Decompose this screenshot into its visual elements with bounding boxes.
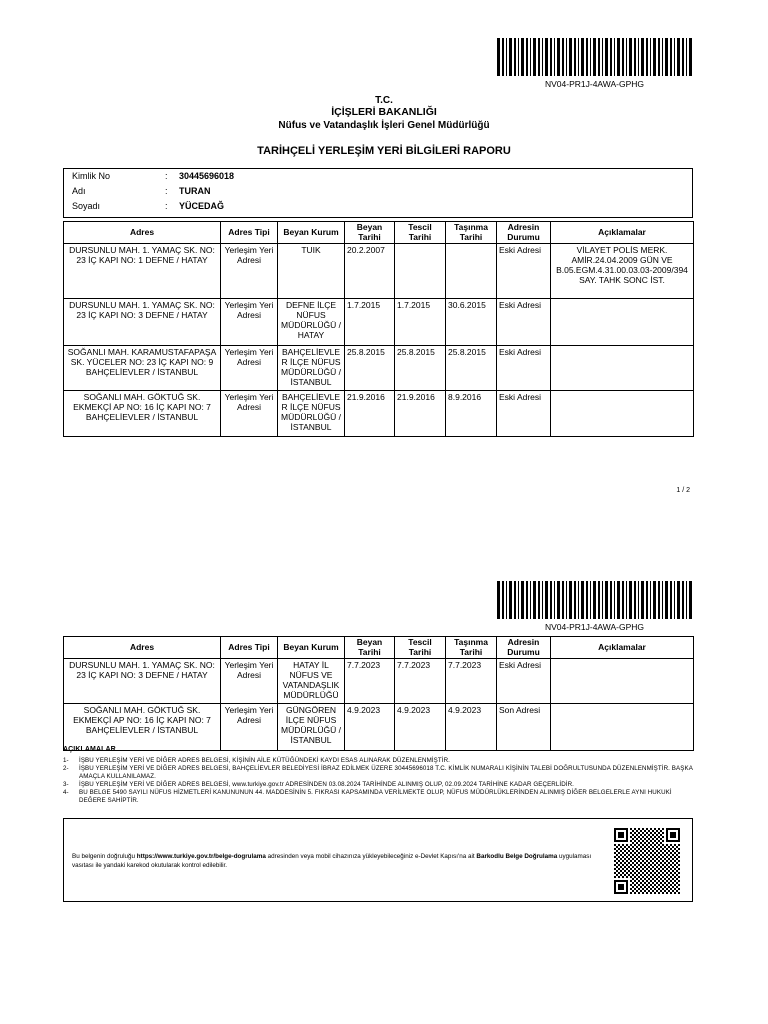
cell-tasinma-tarihi: 4.9.2023	[446, 704, 497, 751]
verification-text-part3: uygulaması vasıtası ile yandaki karekod okutularak kontrol edilebilir.	[72, 853, 592, 869]
cell-tasinma-tarihi	[446, 244, 497, 299]
note-number: 2-	[63, 765, 69, 772]
table-row	[64, 299, 694, 346]
table-row	[64, 659, 694, 704]
cell-tescil-tarihi: 21.9.2016	[395, 391, 446, 437]
note-item	[63, 757, 693, 765]
table-header-row	[64, 222, 694, 244]
cell-beyan-kurum: DEFNE İLÇE NÜFUS MÜDÜRLÜĞÜ / HATAY	[278, 299, 345, 346]
column-header: Taşınma Tarihi	[446, 222, 497, 244]
cell-beyan-kurum: GÜNGÖREN İLÇE NÜFUS MÜDÜRLÜĞÜ / İSTANBUL	[278, 704, 345, 751]
page-number: 1 / 2	[676, 487, 690, 494]
cell-aciklamalar	[551, 704, 694, 751]
cell-adres: SOĞANLI MAH. GÖKTUĞ SK. EKMEKÇİ AP NO: 16 İÇ KAPI NO: 7 BAHÇELİEVLER / İSTANBUL	[64, 704, 221, 751]
surname-label: Soyadı	[72, 201, 101, 211]
surname-value: YÜCEDAĞ	[179, 201, 225, 211]
cell-aciklamalar	[551, 391, 694, 437]
cell-adres-tipi: Yerleşim Yeri Adresi	[221, 244, 278, 299]
cell-adres-durumu: Eski Adresi	[497, 299, 551, 346]
cell-adres-tipi: Yerleşim Yeri Adresi	[221, 346, 278, 391]
ministry-title: İÇİŞLERİ BAKANLIĞI	[331, 106, 437, 118]
cell-beyan-tarihi: 20.2.2007	[345, 244, 395, 299]
cell-beyan-kurum: TUIK	[278, 244, 345, 299]
cell-adres-durumu: Eski Adresi	[497, 391, 551, 437]
table-row	[64, 391, 694, 437]
column-header: Açıklamalar	[551, 637, 694, 659]
country-label: T.C.	[375, 95, 393, 106]
cell-beyan-tarihi: 7.7.2023	[345, 659, 395, 704]
name-value: TURAN	[179, 186, 211, 196]
column-header: Adresin Durumu	[497, 222, 551, 244]
tc-value: 30445696018	[179, 171, 235, 181]
cell-aciklamalar	[551, 299, 694, 346]
address-history-table-page1	[63, 221, 694, 437]
cell-adres: DURSUNLU MAH. 1. YAMAÇ SK. NO: 23 İÇ KAPI NO: 3 DEFNE / HATAY	[64, 299, 221, 346]
cell-tescil-tarihi: 7.7.2023	[395, 659, 446, 704]
note-text: İŞBU YERLEŞİM YERİ VE DİĞER ADRES BELGESİ, KİŞİNİN AİLE KÜTÜĞÜNDEKİ KAYDI ESAS ALINARAK DÜZENLENMİŞTİR.	[79, 757, 450, 764]
name-label: Adı	[72, 186, 86, 196]
notes-list	[63, 757, 693, 805]
cell-adres-durumu: Son Adresi	[497, 704, 551, 751]
cell-tescil-tarihi: 4.9.2023	[395, 704, 446, 751]
column-header: Tescil Tarihi	[395, 222, 446, 244]
cell-adres-tipi: Yerleşim Yeri Adresi	[221, 391, 278, 437]
column-header: Beyan Tarihi	[345, 222, 395, 244]
cell-adres-durumu: Eski Adresi	[497, 244, 551, 299]
note-item	[63, 789, 693, 805]
column-header: Taşınma Tarihi	[446, 637, 497, 659]
cell-beyan-tarihi: 21.9.2016	[345, 391, 395, 437]
table-row	[64, 704, 694, 751]
surname-separator: :	[165, 201, 168, 211]
cell-tasinma-tarihi: 7.7.2023	[446, 659, 497, 704]
cell-adres-durumu: Eski Adresi	[497, 346, 551, 391]
verification-text	[72, 852, 612, 870]
directorate-title: Nüfus ve Vatandaşlık İşleri Genel Müdürlüğü	[278, 120, 490, 131]
column-header: Açıklamalar	[551, 222, 694, 244]
column-header: Beyan Kurum	[278, 637, 345, 659]
column-header: Adresin Durumu	[497, 637, 551, 659]
verification-box	[63, 818, 693, 902]
qr-code[interactable]	[614, 828, 680, 894]
cell-beyan-tarihi: 1.7.2015	[345, 299, 395, 346]
verification-text-part2: adresinden veya mobil cihazınıza yükleyebileceğiniz e-Devlet Kapısı'na ait	[265, 853, 477, 860]
document-code: NV04-PR1J-4AWA-GPHG	[544, 79, 645, 89]
cell-adres-tipi: Yerleşim Yeri Adresi	[221, 704, 278, 751]
name-separator: :	[165, 186, 168, 196]
note-text: BU BELGE 5490 SAYILI NÜFUS HİZMETLERİ KANUNUNUN 44. MADDESİNİN 5. FIKRASI KAPSAMINDA VERİLMEKTE OLUP, NÜFUS MÜDÜRLÜKLERİNDEN ALINMIŞ DİĞER BELGELERLE AYNI HUKUKİ DEĞERE SAHİPTİR.	[79, 789, 672, 804]
cell-tasinma-tarihi: 25.8.2015	[446, 346, 497, 391]
note-number: 1-	[63, 757, 69, 764]
note-text: İŞBU YERLEŞİM YERİ VE DİĞER ADRES BELGESİ, www.turkiye.gov.tr ADRESİNDEN 03.08.2024 TARİHİNDE ALINMIŞ OLUP, 02.09.2024 TARİHİNE KADAR GEÇERLİDİR.	[79, 781, 575, 788]
cell-aciklamalar	[551, 659, 694, 704]
cell-adres-tipi: Yerleşim Yeri Adresi	[221, 299, 278, 346]
note-text: İŞBU YERLEŞİM YERİ VE DİĞER ADRES BELGESİ, BAHÇELİEVLER BELEDİYESİ İBRAZ EDİLMEK ÜZERE 30445696018 T.C. KİMLİK NUMARALI KİŞİNİN TALEBİ DOĞRULTUSUNDA DÜZENLENMİŞTİR. BAŞKA AMAÇLA KULLANILAMAZ.	[79, 765, 693, 780]
cell-aciklamalar	[551, 346, 694, 391]
cell-adres: SOĞANLI MAH. GÖKTUĞ SK. EKMEKÇİ AP NO: 16 İÇ KAPI NO: 7 BAHÇELİEVLER / İSTANBUL	[64, 391, 221, 437]
column-header: Adres	[64, 637, 221, 659]
table-header-row	[64, 637, 694, 659]
verification-text-part1: Bu belgenin doğruluğu	[72, 853, 137, 860]
cell-adres-tipi: Yerleşim Yeri Adresi	[221, 659, 278, 704]
cell-beyan-tarihi: 25.8.2015	[345, 346, 395, 391]
verification-url[interactable]: https://www.turkiye.gov.tr/belge-dogrulama	[136, 853, 266, 860]
cell-adres: DURSUNLU MAH. 1. YAMAÇ SK. NO: 23 İÇ KAPI NO: 3 DEFNE / HATAY	[64, 659, 221, 704]
cell-tasinma-tarihi: 8.9.2016	[446, 391, 497, 437]
tc-separator: :	[165, 171, 168, 181]
barcode-top	[497, 38, 692, 76]
column-header: Beyan Tarihi	[345, 637, 395, 659]
note-number: 4-	[63, 789, 69, 796]
tc-label: Kimlik No	[72, 171, 111, 181]
cell-adres: DURSUNLU MAH. 1. YAMAÇ SK. NO: 23 İÇ KAPI NO: 1 DEFNE / HATAY	[64, 244, 221, 299]
column-header: Adres Tipi	[221, 637, 278, 659]
column-header: Adres	[64, 222, 221, 244]
note-item	[63, 765, 693, 781]
table-row	[64, 244, 694, 299]
address-history-table-page2	[63, 636, 694, 751]
cell-beyan-kurum: BAHÇELİEVLE R İLÇE NÜFUS MÜDÜRLÜĞÜ / İSTANBUL	[278, 346, 345, 391]
notes-section	[63, 746, 693, 805]
cell-tasinma-tarihi: 30.6.2015	[446, 299, 497, 346]
note-number: 3-	[63, 781, 69, 788]
column-header: Tescil Tarihi	[395, 637, 446, 659]
verification-app-name: Barkodlu Belge Doğrulama	[476, 853, 558, 860]
cell-tescil-tarihi: 25.8.2015	[395, 346, 446, 391]
cell-adres: SOĞANLI MAH. KARAMUSTAFAPAŞA SK. YÜCELER NO: 23 İÇ KAPI NO: 9 BAHÇELİEVLER / İSTANBUL	[64, 346, 221, 391]
column-header: Beyan Kurum	[278, 222, 345, 244]
cell-aciklamalar: VİLAYET POLİS MERK. AMİR.24.04.2009 GÜN VE B.05.EGM.4.31.00.03.03-2009/394 SAY. TAHK SONC İST.	[551, 244, 694, 299]
identity-box	[63, 168, 693, 218]
cell-tescil-tarihi: 1.7.2015	[395, 299, 446, 346]
cell-beyan-kurum: HATAY İL NÜFUS VE VATANDAŞLIK MÜDÜRLÜĞÜ	[278, 659, 345, 704]
notes-title: AÇIKLAMALAR	[63, 746, 116, 753]
cell-tescil-tarihi	[395, 244, 446, 299]
report-title: TARİHÇELİ YERLEŞİM YERİ BİLGİLERİ RAPORU	[257, 145, 511, 157]
cell-beyan-tarihi: 4.9.2023	[345, 704, 395, 751]
cell-beyan-kurum: BAHÇELİEVLE R İLÇE NÜFUS MÜDÜRLÜĞÜ / İSTANBUL	[278, 391, 345, 437]
table-row	[64, 346, 694, 391]
barcode-page2	[497, 581, 692, 619]
column-header: Adres Tipi	[221, 222, 278, 244]
note-item	[63, 781, 693, 789]
document-code-page2: NV04-PR1J-4AWA-GPHG	[544, 622, 645, 632]
cell-adres-durumu: Eski Adresi	[497, 659, 551, 704]
